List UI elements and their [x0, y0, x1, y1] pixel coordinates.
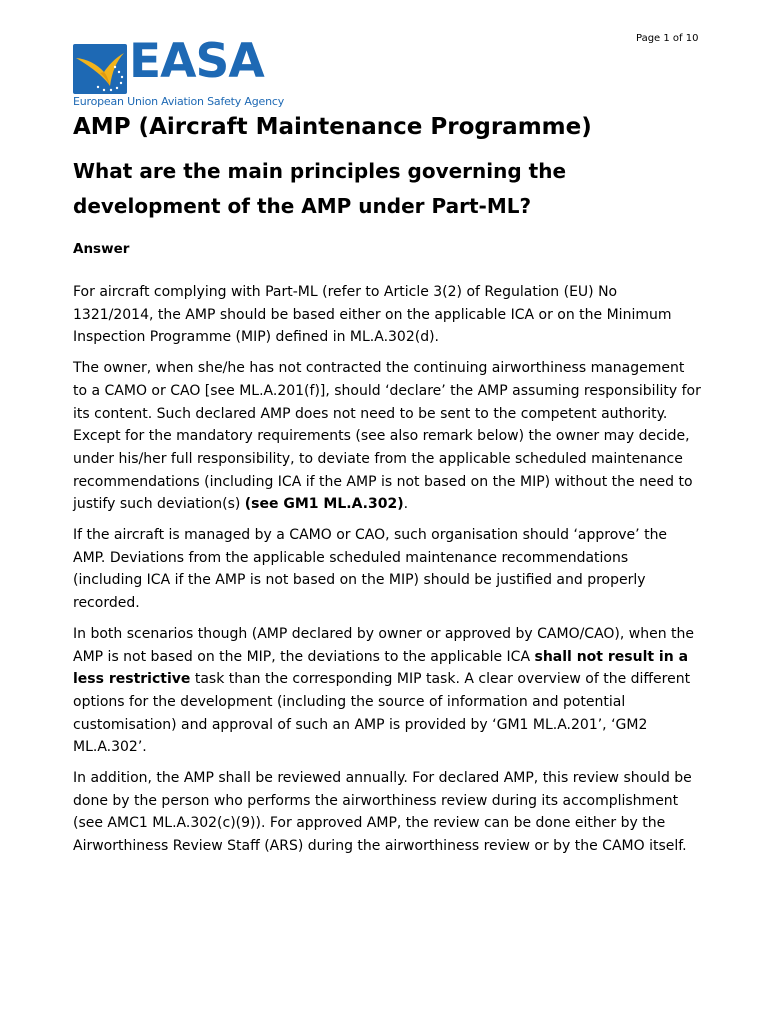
answer-body	[73, 281, 701, 866]
paragraph-2-end: .	[403, 496, 409, 513]
logo-wordmark: EASA	[129, 34, 264, 89]
easa-logo	[73, 34, 285, 110]
paragraph-2-bold-reference: (see GM1 ML.A.302)	[244, 496, 404, 513]
paragraph-4-bold-emphasis: shall not result in a less restrictive	[73, 648, 689, 688]
paragraph-4-end: task than the corresponding MIP task. A clear overview of the different options for the development (including the source of information and potential customisation) and approval of such an AMP is provided by ‘GM1 ML.A.201’, ‘GM2 ML.A.302’.	[73, 671, 691, 756]
question-heading: What are the main principles governing the development of the AMP under Part-ML?	[73, 159, 567, 218]
answer-label: Answer	[73, 241, 130, 257]
document-title: AMP (Aircraft Maintenance Programme)	[73, 114, 592, 140]
paragraph-3: If the aircraft is managed by a CAMO or CAO, such organisation should ‘approve’ the AMP. Deviations from the applicable scheduled maintenance recommendations (including ICA if the AMP is not based on the MIP) should be justified and properly recorded.	[73, 527, 668, 612]
paragraph-2-text: The owner, when she/he has not contracted the continuing airworthiness management to a CAMO or CAO [see ML.A.201(f)], should ‘declare’ the AMP assuming responsibility for its content. Such declared AMP does not need to be sent to the competent authority. Except for the mandatory requirements (see also remark below) the owner may decide, under his/her full responsibility, to deviate from the applicable scheduled maintenance recommendations (including ICA if the AMP is not based on the MIP) without the need to justify such deviation(s)	[73, 360, 701, 513]
paragraph-2	[73, 357, 701, 516]
easa-bird-emblem-icon	[73, 44, 127, 94]
paragraph-1: For aircraft complying with Part-ML (refer to Article 3(2) of Regulation (EU) No 1321/2014, the AMP should be based either on the applicable ICA or on the Minimum Inspection Programme (MIP) defined in ML.A.302(d).	[73, 284, 672, 346]
paragraph-5: In addition, the AMP shall be reviewed annually. For declared AMP, this review should be done by the person who performs the airworthiness review during its accomplishment (see AMC1 ML.A.302(c)(9)). For approved AMP, the review can be done either by the Airworthiness Review Staff (ARS) during the airworthiness review or by the CAMO itself.	[73, 770, 692, 855]
paragraph-4	[73, 623, 701, 759]
page-number: Page 1 of 10	[636, 33, 699, 44]
paragraph-4-text: In both scenarios though (AMP declared by owner or approved by CAMO/CAO), when the AMP is not based on the MIP, the deviations to the applicable ICA	[73, 625, 695, 665]
logo-subtitle: European Union Aviation Safety Agency	[73, 95, 285, 108]
